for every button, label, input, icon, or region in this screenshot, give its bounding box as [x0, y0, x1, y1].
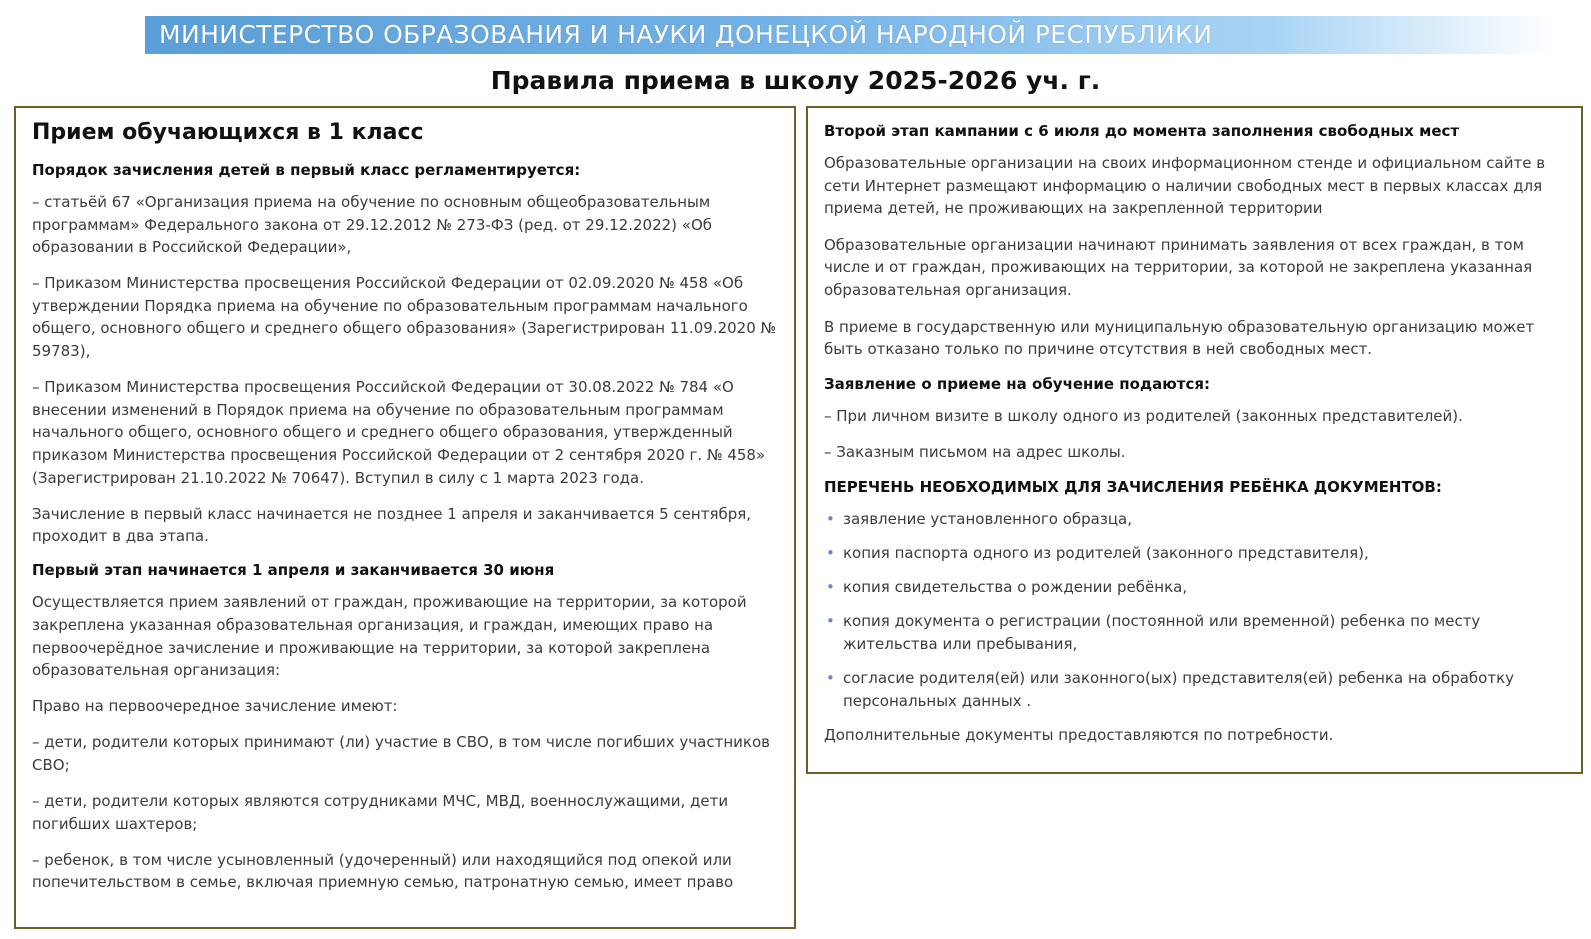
paragraph-law-67: – статьёй 67 «Организация приема на обучение по основным общеобразовательным программам» Федерального закона от 29.12.2012 № 273-ФЗ (ред. от 29.12.2022) «Об образовании в Российской Федерации», — [32, 193, 713, 257]
paragraph-order-458: – Приказом Министерства просвещения Российской Федерации от 02.09.2020 № 458 «Об утверждении Порядка приема на обучение по образовательным программам начального общего, основного общего и среднего общего образования» (Зарегистрирован 11.09.2020 № 59783), — [32, 274, 777, 361]
bullet-icon: • — [826, 509, 835, 528]
document-list-item: • копия свидетельства о рождении ребёнка, — [824, 576, 1566, 599]
second-stage-panel — [806, 106, 1583, 774]
document-list-item: • заявление установленного образца, — [824, 508, 1566, 531]
bullet-icon: • — [826, 612, 835, 631]
paragraph-priority-mchs: – дети, родители которых являются сотрудниками МЧС, МВД, военнослужащими, дети погибших шахтеров; — [32, 791, 729, 833]
paragraph-order-784: – Приказом Министерства просвещения Российской Федерации от 30.08.2022 № 784 «О внесении изменений в Порядок приема на обучение по образовательным программам начального общего, основного общего и среднего общего образования, утвержденный приказом Министерства просвещения Российской Федерации от 2 сентября 2020 г. № 458» (Зарегистрирован 21.10.2022 № 70647). Вступил в силу с 1 марта 2023 года. — [32, 378, 766, 487]
paragraph-free-places-info: Образовательные организации на своих информационном стенде и официальном сайте в сети Интернет размещают информацию о наличии свободных мест в первых классах для приема детей, не проживающих на закрепленной территории — [824, 154, 1546, 218]
first-grade-admission-panel — [14, 106, 796, 929]
paragraph-priority-svo: – дети, родители которых принимают (ли) участие в СВО, в том числе погибших участников СВО; — [32, 733, 770, 774]
paragraph-priority-intro: Право на первоочередное зачисление имеют: — [32, 697, 398, 716]
ministry-banner — [145, 16, 1555, 54]
regulation-subheading: Порядок зачисления детей в первый класс регламентируется: — [32, 161, 581, 179]
paragraph-all-citizens: Образовательные организации начинают принимать заявления от всех граждан, в том числе и от граждан, проживающих на территории, за которой не закреплена указанная образовательная организация. — [824, 235, 1533, 299]
section-heading: Прием обучающихся в 1 класс — [32, 120, 424, 145]
bullet-icon: • — [826, 668, 835, 687]
paragraph-additional-documents: Дополнительные документы предоставляются по потребности. — [824, 725, 1334, 744]
bullet-icon: • — [826, 578, 835, 597]
paragraph-enrollment-dates: Зачисление в первый класс начинается не позднее 1 апреля и заканчивается 5 сентября, проходит в два этапа. — [32, 504, 752, 546]
paragraph-registered-mail: – Заказным письмом на адрес школы. — [824, 443, 1126, 462]
stage1-heading: Первый этап начинается 1 апреля и заканчивается 30 июня — [32, 561, 555, 580]
paragraph-refusal-reason: В приеме в государственную или муниципальную образовательную организацию может быть отказано только по причине отсутствия в ней свободных мест. — [824, 317, 1535, 359]
ministry-name: МИНИСТЕРСТВО ОБРАЗОВАНИЯ И НАУКИ ДОНЕЦКОЙ НАРОДНОЙ РЕСПУБЛИКИ — [159, 20, 1213, 49]
stage2-heading: Второй этап кампании с 6 июля до момента заполнения свободных мест — [824, 122, 1460, 140]
document-list-item: • согласие родителя(ей) или законного(ых) представителя(ей) ребенка на обработку персональных данных . — [826, 668, 1515, 710]
documents-heading: ПЕРЕЧЕНЬ НЕОБХОДИМЫХ ДЛЯ ЗАЧИСЛЕНИЯ РЕБЁНКА ДОКУМЕНТОВ: — [824, 477, 1442, 496]
paragraph-personal-visit: – При личном визите в школу одного из родителей (законных представителей). — [824, 406, 1463, 425]
paragraph-priority-adopted: – ребенок, в том числе усыновленный (удочеренный) или находящийся под опекой или попечительством в семье, включая приемную семью, патронатную семью, имеет право — [32, 850, 734, 892]
page-title: Правила приема в школу 2025-2026 уч. г. — [490, 66, 1101, 95]
bullet-icon: • — [826, 544, 835, 563]
document-list-item: • копия паспорта одного из родителей (законного представителя), — [824, 542, 1566, 565]
application-methods-heading: Заявление о приеме на обучение подаются: — [824, 374, 1211, 393]
document-list-item: • копия документа о регистрации (постоянной или временной) ребенка по месту жительства или пребывания, — [826, 612, 1481, 653]
paragraph-stage1-applications: Осуществляется прием заявлений от граждан, проживающие на территории, за которой закреплена указанная образовательная организация, и граждан, имеющих право на первоочерёдное зачисление и проживающие на территории, за которой закреплена образовательная организация: — [32, 593, 747, 680]
